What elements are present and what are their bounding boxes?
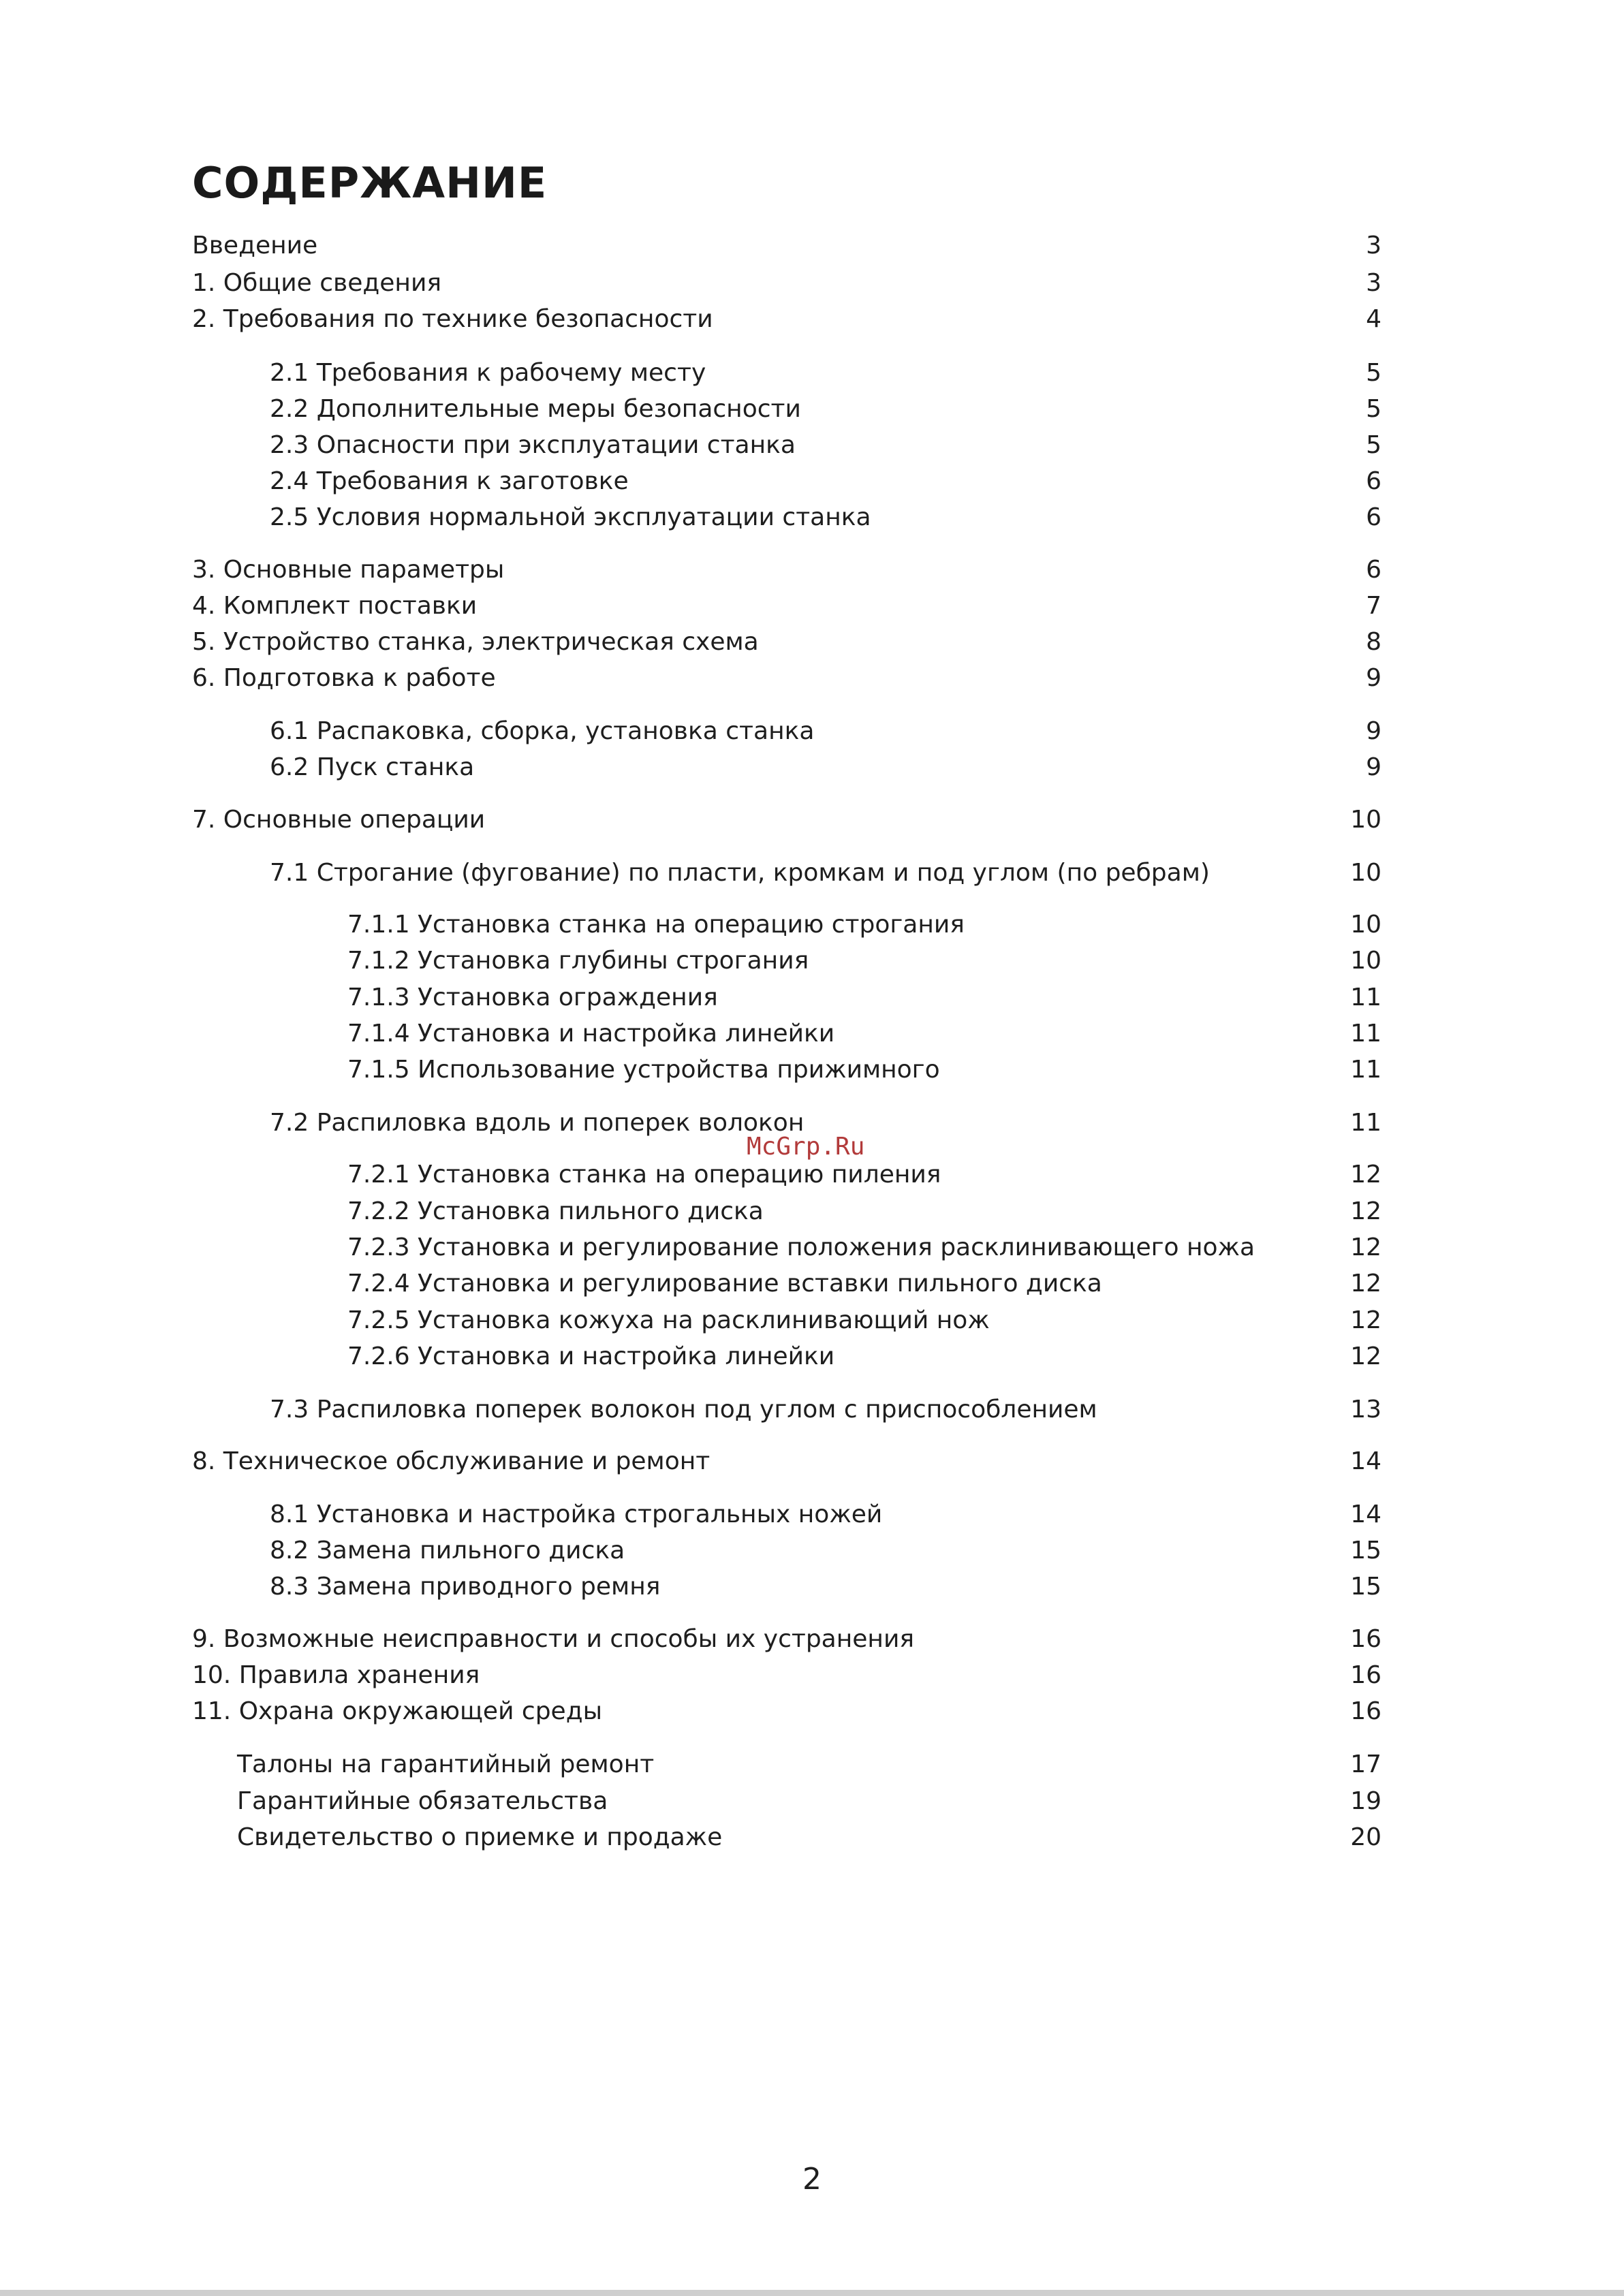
- toc-entry-page: 9: [1366, 664, 1381, 692]
- toc-entry-page: 3: [1366, 269, 1381, 297]
- toc-entry[interactable]: [0, 1532, 1624, 1570]
- toc-entry[interactable]: [0, 1193, 1624, 1231]
- toc-entry[interactable]: [0, 300, 1624, 339]
- toc-entry[interactable]: [0, 712, 1624, 751]
- toc-entry-page: 14: [1350, 1447, 1381, 1475]
- toc-entry-label: 7.1.1 Установка станка на операцию строгания: [347, 911, 965, 939]
- toc-entry-label: 2.4 Требования к заготовке: [270, 467, 629, 495]
- toc-entry[interactable]: [0, 1338, 1624, 1376]
- toc-entry-page: 9: [1366, 717, 1381, 745]
- toc-entry[interactable]: [0, 462, 1624, 501]
- toc-entry-label: 7.2.4 Установка и регулирование вставки пильного диска: [347, 1270, 1102, 1298]
- toc-entry-page: 6: [1366, 503, 1381, 531]
- toc-entry[interactable]: [0, 1819, 1624, 1857]
- toc-entry[interactable]: [0, 1265, 1624, 1303]
- toc-entry-page: 11: [1350, 1109, 1381, 1137]
- toc-entry-label: 8.3 Замена приводного ремня: [270, 1573, 661, 1601]
- toc-entry[interactable]: [0, 801, 1624, 839]
- toc-entry-label: 7.2.3 Установка и регулирование положения расклинивающего ножа: [347, 1233, 1255, 1261]
- toc-entry-page: 12: [1350, 1306, 1381, 1334]
- toc-entry-page: 12: [1350, 1233, 1381, 1261]
- toc-entry-label: Талоны на гарантийный ремонт: [237, 1750, 655, 1778]
- toc-entry[interactable]: [0, 551, 1624, 589]
- toc-entry-page: 10: [1350, 806, 1381, 834]
- toc-entry-page: 11: [1350, 1020, 1381, 1048]
- toc-entry[interactable]: [0, 659, 1624, 697]
- toc-entry-label: 7.2 Распиловка вдоль и поперек волокон: [270, 1109, 805, 1137]
- toc-entry[interactable]: [0, 1015, 1624, 1053]
- toc-entry-label: 2.5 Условия нормальной эксплуатации станка: [270, 503, 871, 531]
- toc-entry-label: 6.2 Пуск станка: [270, 753, 475, 781]
- toc-entry[interactable]: [0, 354, 1624, 392]
- toc-entry[interactable]: [0, 1229, 1624, 1267]
- toc-entry-page: 14: [1350, 1500, 1381, 1528]
- toc-entry-page: 16: [1350, 1625, 1381, 1653]
- toc-entry-page: 3: [1366, 232, 1381, 260]
- toc-entry-label: 7.1.4 Установка и настройка линейки: [347, 1020, 835, 1048]
- toc-entry-label: 7.2.6 Установка и настройка линейки: [347, 1342, 835, 1370]
- toc-entry-label: 8.2 Замена пильного диска: [270, 1537, 625, 1564]
- toc-entry-label: 1. Общие сведения: [192, 269, 442, 297]
- toc-entry-label: 7.1.5 Использование устройства прижимного: [347, 1056, 940, 1084]
- toc-entry-label: 7.3 Распиловка поперек волокон под углом с приспособлением: [270, 1396, 1097, 1424]
- toc-entry-label: 7.1.2 Установка глубины строгания: [347, 947, 809, 975]
- toc-entry[interactable]: [0, 623, 1624, 661]
- toc-entry-label: 2. Требования по технике безопасности: [192, 305, 713, 333]
- toc-entry[interactable]: [0, 426, 1624, 465]
- toc-entry[interactable]: [0, 1302, 1624, 1340]
- page-number: 2: [802, 2162, 822, 2197]
- toc-entry-label: 2.1 Требования к рабочему месту: [270, 359, 706, 387]
- toc-entry-label: 7.2.2 Установка пильного диска: [347, 1197, 764, 1225]
- toc-entry-page: 5: [1366, 359, 1381, 387]
- toc-entry-page: 16: [1350, 1697, 1381, 1725]
- toc-entry-label: 4. Комплект поставки: [192, 592, 478, 620]
- toc-entry-page: 5: [1366, 395, 1381, 423]
- toc-entry[interactable]: [0, 979, 1624, 1017]
- toc-entry[interactable]: [0, 264, 1624, 302]
- toc-entry-page: 12: [1350, 1342, 1381, 1370]
- toc-entry[interactable]: [0, 906, 1624, 944]
- toc-entry-label: 7.2.1 Установка станка на операцию пиления: [347, 1161, 941, 1189]
- toc-entry-page: 10: [1350, 911, 1381, 939]
- toc-entry[interactable]: [0, 1391, 1624, 1429]
- toc-entry-page: 13: [1350, 1396, 1381, 1424]
- toc-entry-page: 10: [1350, 947, 1381, 975]
- toc-entry-page: 6: [1366, 556, 1381, 584]
- toc-entry[interactable]: [0, 390, 1624, 428]
- toc-entry-page: 15: [1350, 1537, 1381, 1564]
- toc-entry-label: 2.2 Дополнительные меры безопасности: [270, 395, 801, 423]
- toc-entry[interactable]: [0, 942, 1624, 980]
- toc-entry-label: 6.1 Распаковка, сборка, установка станка: [270, 717, 815, 745]
- toc-entry[interactable]: [0, 1496, 1624, 1534]
- toc-entry-page: 16: [1350, 1661, 1381, 1689]
- toc-entry-label: 11. Охрана окружающей среды: [192, 1697, 603, 1725]
- toc-entry-label: 7.2.5 Установка кожуха на расклинивающий нож: [347, 1306, 990, 1334]
- toc-entry[interactable]: [0, 1568, 1624, 1606]
- toc-entry-label: 10. Правила хранения: [192, 1661, 480, 1689]
- toc-entry-page: 17: [1350, 1750, 1381, 1778]
- toc-entry-label: 5. Устройство станка, электрическая схема: [192, 628, 759, 656]
- toc-entry-label: 9. Возможные неисправности и способы их устранения: [192, 1625, 915, 1653]
- toc-entry-page: 11: [1350, 984, 1381, 1011]
- toc-entry-label: 8. Техническое обслуживание и ремонт: [192, 1447, 710, 1475]
- toc-entry-page: 10: [1350, 859, 1381, 887]
- toc-entry-page: 11: [1350, 1056, 1381, 1084]
- bottom-divider: [0, 2290, 1624, 2296]
- toc-entry-label: 7.1 Строгание (фугование) по пласти, кромкам и под углом (по ребрам): [270, 859, 1210, 887]
- toc-entry[interactable]: [0, 1782, 1624, 1821]
- toc-entry-label: Введение: [192, 232, 318, 260]
- toc-entry-page: 9: [1366, 753, 1381, 781]
- toc-entry-label: Свидетельство о приемке и продаже: [237, 1823, 723, 1851]
- toc-entry[interactable]: [0, 1443, 1624, 1481]
- toc-entry-label: 7. Основные операции: [192, 806, 486, 834]
- toc-entry[interactable]: [0, 1746, 1624, 1784]
- page-title: СОДЕРЖАНИЕ: [192, 158, 548, 208]
- toc-entry-label: 8.1 Установка и настройка строгальных ножей: [270, 1500, 883, 1528]
- toc-entry-label: 3. Основные параметры: [192, 556, 505, 584]
- toc-entry[interactable]: [0, 227, 1624, 265]
- toc-entry-page: 5: [1366, 431, 1381, 459]
- toc-entry-page: 15: [1350, 1573, 1381, 1601]
- toc-entry-page: 12: [1350, 1270, 1381, 1298]
- toc-entry-page: 12: [1350, 1161, 1381, 1189]
- toc-entry[interactable]: [0, 499, 1624, 537]
- toc-entry[interactable]: [0, 587, 1624, 625]
- toc-entry-label: 6. Подготовка к работе: [192, 664, 496, 692]
- toc-entry-label: Гарантийные обязательства: [237, 1787, 608, 1815]
- toc-entry-label: 2.3 Опасности при эксплуатации станка: [270, 431, 796, 459]
- toc-entry-page: 6: [1366, 467, 1381, 495]
- toc-entry[interactable]: [0, 1656, 1624, 1695]
- toc-entry-page: 12: [1350, 1197, 1381, 1225]
- watermark: McGrp.Ru: [747, 1133, 865, 1161]
- toc-entry-page: 8: [1366, 628, 1381, 656]
- toc-entry[interactable]: [0, 854, 1624, 892]
- toc-entry[interactable]: [0, 749, 1624, 787]
- toc-entry-page: 20: [1350, 1823, 1381, 1851]
- toc-entry-page: 19: [1350, 1787, 1381, 1815]
- toc-entry-page: 7: [1366, 592, 1381, 620]
- toc-entry[interactable]: [0, 1693, 1624, 1731]
- toc-entry[interactable]: [0, 1051, 1624, 1089]
- toc-entry-label: 7.1.3 Установка ограждения: [347, 984, 718, 1011]
- toc-entry[interactable]: [0, 1620, 1624, 1658]
- toc-entry-page: 4: [1366, 305, 1381, 333]
